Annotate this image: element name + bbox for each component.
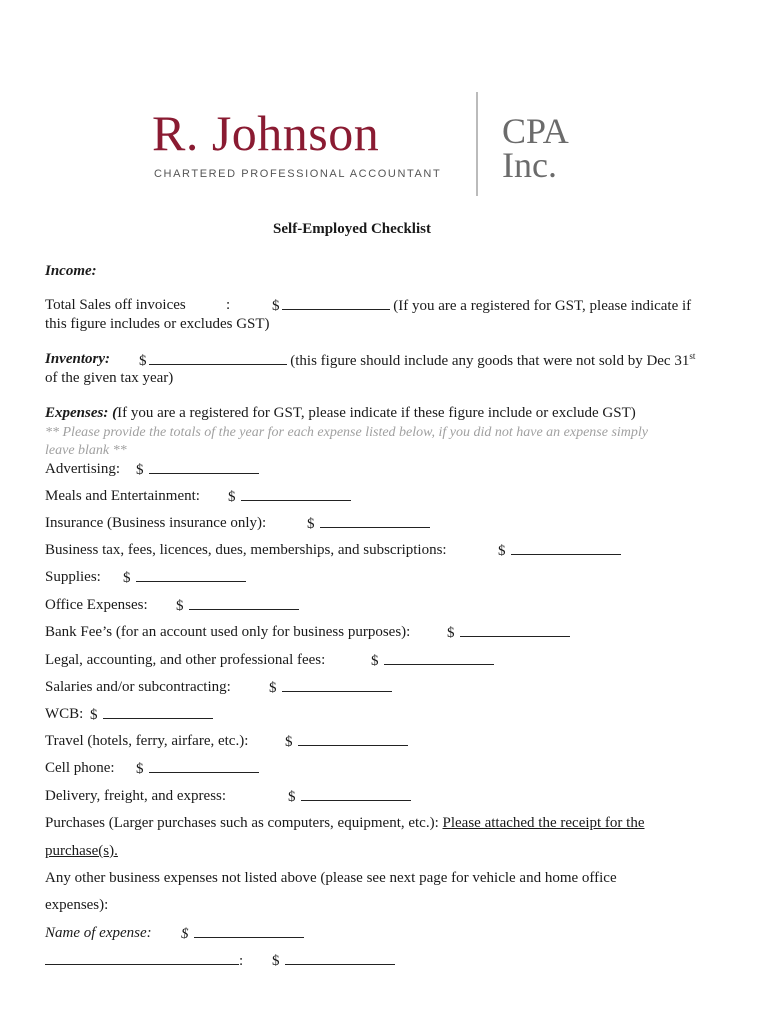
expense-amount [123, 569, 246, 587]
expense-input-line[interactable] [320, 515, 430, 528]
custom-expense-name-line[interactable] [45, 952, 239, 965]
expense-input-line[interactable] [149, 760, 259, 773]
inventory-note-continued: of the given tax year) [45, 370, 174, 386]
expense-input-line[interactable] [301, 788, 411, 801]
name-of-expense-label: Name of expense: [45, 925, 152, 941]
expense-input-line[interactable] [285, 952, 395, 965]
purchases-receipt-note: Please attached the receipt for the [442, 815, 645, 831]
expense-input-line[interactable] [282, 679, 392, 692]
dollar-sign: $ [498, 543, 506, 559]
expense-label: Cell phone: [45, 760, 115, 776]
expense-label: Travel (hotels, ferry, airfare, etc.): [45, 733, 249, 749]
dollar-sign: $ [90, 707, 98, 723]
total-sales-note: (If you are a registered for GST, please indicate if [393, 298, 692, 314]
expense-item-travel [45, 733, 248, 750]
total-sales-row [45, 297, 186, 314]
expense-label: Business tax, fees, licences, dues, memberships, and subscriptions: [45, 542, 447, 558]
dollar-sign: $ [269, 680, 277, 696]
inventory-row [45, 351, 110, 368]
dollar-sign: $ [288, 789, 296, 805]
expense-input-line[interactable] [511, 542, 621, 555]
dollar-sign: $ [285, 734, 293, 750]
expense-amount [176, 597, 299, 615]
inventory-input-line[interactable] [149, 352, 287, 365]
dollar-sign: $ [228, 489, 236, 505]
expense-item-insurance [45, 515, 266, 532]
inventory-note-sup: st [689, 351, 696, 361]
expense-amount [285, 733, 408, 751]
expense-amount [269, 679, 392, 697]
dollar-sign: $ [371, 653, 379, 669]
expense-item-office [45, 597, 148, 614]
expense-label: Supplies: [45, 569, 101, 585]
expense-amount [498, 542, 621, 560]
total-sales-colon: : [226, 297, 231, 313]
total-sales-label: Total Sales off invoices [45, 297, 186, 313]
expense-item-supplies [45, 569, 101, 586]
name-of-expense-amount [181, 925, 304, 943]
dollar-sign: $ [176, 598, 184, 614]
inventory-amount [139, 351, 695, 370]
expense-input-line[interactable] [189, 597, 299, 610]
dollar-sign: $ [272, 953, 280, 969]
expense-input-line[interactable] [194, 925, 304, 938]
expenses-heading-note: If you are a registered for GST, please indicate if these figure include or exclude GST) [117, 405, 636, 421]
expense-label: Legal, accounting, and other professional fees: [45, 652, 326, 668]
company-logo-cpa [502, 111, 569, 185]
expense-label: Insurance (Business insurance only): [45, 515, 267, 531]
company-logo-subtitle: CHARTERED PROFESSIONAL ACCOUNTANT [154, 168, 442, 180]
expense-label: Salaries and/or subcontracting: [45, 679, 231, 695]
purchases-row [45, 815, 645, 832]
purchases-receipt-note-continued: purchase(s). [45, 843, 118, 859]
logo-divider [476, 92, 478, 196]
custom-expense-colon: : [239, 953, 244, 969]
expense-item-legal [45, 652, 325, 669]
total-sales-note-continued: this figure includes or excludes GST) [45, 316, 270, 332]
custom-expense-amount [272, 952, 395, 970]
expense-input-line[interactable] [241, 488, 351, 501]
total-sales-input-line[interactable] [282, 297, 390, 310]
company-logo-name: R. Johnson [152, 105, 380, 161]
expense-amount [136, 461, 259, 479]
dollar-sign: $ [181, 926, 189, 942]
dollar-sign: $ [272, 298, 280, 314]
dollar-sign: $ [307, 516, 315, 532]
expense-item-bank-fees [45, 624, 410, 641]
expense-item-meals [45, 488, 200, 505]
expense-label: Meals and Entertainment: [45, 488, 200, 504]
expense-input-line[interactable] [298, 733, 408, 746]
dollar-sign: $ [136, 462, 144, 478]
expense-amount [228, 488, 351, 506]
expenses-instruction-continued: leave blank ** [45, 443, 127, 458]
expense-amount [136, 760, 259, 778]
expense-amount [307, 515, 430, 533]
total-sales-amount [272, 297, 691, 315]
dollar-sign: $ [139, 353, 147, 369]
expense-item-cell-phone [45, 760, 115, 777]
expense-item-business-tax [45, 542, 447, 559]
expense-amount [288, 788, 411, 806]
expense-input-line[interactable] [384, 652, 494, 665]
expense-label: Delivery, freight, and express: [45, 788, 227, 804]
expense-input-line[interactable] [103, 706, 213, 719]
logo-inc-line: Inc. [502, 145, 557, 185]
expense-item-delivery [45, 788, 226, 805]
other-expenses-text: Any other business expenses not listed above (please see next page for vehicle and home office [45, 870, 617, 886]
dollar-sign: $ [123, 570, 131, 586]
purchases-label: Purchases (Larger purchases such as computers, equipment, etc.): [45, 815, 439, 831]
expense-label: Bank Fee’s (for an account used only for business purposes): [45, 624, 411, 640]
expense-amount [447, 624, 570, 642]
expense-input-line[interactable] [136, 569, 246, 582]
expense-label: Office Expenses: [45, 597, 148, 613]
inventory-heading: Inventory: [45, 351, 110, 367]
expenses-heading: Expenses: ( [45, 405, 118, 421]
expense-input-line[interactable] [149, 461, 259, 474]
expense-label: Advertising: [45, 461, 120, 477]
expense-item-wcb [45, 706, 83, 723]
income-heading: Income: [45, 263, 97, 279]
expenses-instruction: ** Please provide the totals of the year for each expense listed below, if you did not have an expense simply [45, 425, 649, 440]
custom-expense-row [45, 952, 243, 970]
expense-item-salaries [45, 679, 231, 696]
other-expenses-text-continued: expenses): [45, 897, 109, 913]
inventory-note: (this figure should include any goods that were not sold by Dec 31 [290, 353, 690, 369]
dollar-sign: $ [447, 625, 455, 641]
logo-cpa-line: CPA [502, 111, 569, 151]
expense-amount [90, 706, 213, 724]
expenses-heading-row [45, 405, 636, 422]
expense-amount [371, 652, 494, 670]
expense-input-line[interactable] [460, 624, 570, 637]
dollar-sign: $ [136, 761, 144, 777]
page-title: Self-Employed Checklist [273, 221, 431, 237]
expense-item-advertising [45, 461, 120, 478]
expense-label: WCB: [45, 706, 84, 722]
